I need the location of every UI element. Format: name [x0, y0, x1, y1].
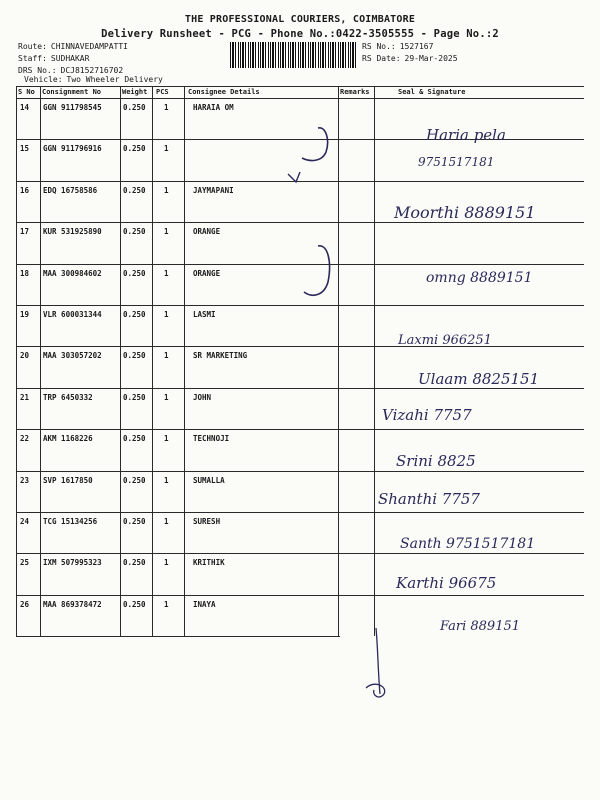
cell-sno: 22: [20, 434, 30, 443]
drs-value: DCJ8152716702: [60, 66, 124, 75]
row-divider: [16, 553, 584, 554]
cell-cno: VLR 600031344: [43, 310, 102, 319]
table-left-border: [16, 86, 17, 636]
cell-sno: 20: [20, 351, 30, 360]
column-divider: [120, 86, 121, 636]
cell-sno: 17: [20, 227, 30, 236]
cell-sno: 26: [20, 600, 30, 609]
signature-text: Ulaam 8825151: [418, 370, 540, 388]
cell-pcs: 1: [164, 393, 169, 402]
signature-text: Karthi 96675: [396, 574, 497, 592]
cell-name: TECHNOJI: [193, 434, 230, 443]
col-header-pcs: PCS: [156, 88, 169, 96]
cell-sno: 15: [20, 144, 30, 153]
col-header-consignee: Consignee Details: [188, 88, 260, 96]
cell-weight: 0.250: [123, 310, 146, 319]
row-divider: [16, 595, 584, 596]
signature-text: Shanthi 7757: [378, 490, 480, 508]
signature-text: Vizahi 7757: [382, 406, 472, 424]
route-label: Route:: [18, 42, 47, 51]
staff-value: SUDHAKAR: [50, 54, 90, 63]
row-divider: [16, 429, 584, 430]
tick-mark: [304, 246, 330, 295]
signature-text: Srini 8825: [396, 452, 476, 470]
cell-cno: AKM 1168226: [43, 434, 93, 443]
cell-cno: MAA 303057202: [43, 351, 102, 360]
row-divider: [16, 305, 584, 306]
cell-name: LASMI: [193, 310, 216, 319]
staff-line: [18, 54, 89, 63]
vehicle-label: Vehicle:: [24, 75, 63, 84]
cell-weight: 0.250: [123, 393, 146, 402]
column-divider: [374, 86, 375, 636]
cell-weight: 0.250: [123, 476, 146, 485]
row-divider: [16, 264, 584, 265]
tick-mark: [302, 128, 328, 161]
rs-no-label: RS No.:: [362, 42, 396, 51]
cell-cno: TCG 15134256: [43, 517, 98, 526]
route-line: [18, 42, 128, 51]
cell-weight: 0.250: [123, 517, 146, 526]
cell-weight: 0.250: [123, 269, 146, 278]
cell-cno: GGN 911798545: [43, 103, 102, 112]
cell-name: SURESH: [193, 517, 221, 526]
cell-pcs: 1: [164, 351, 169, 360]
route-value: CHINNAVEDAMPATTI: [50, 42, 128, 51]
cell-sno: 23: [20, 476, 30, 485]
rs-date-label: RS Date:: [362, 54, 401, 63]
cell-weight: 0.250: [123, 103, 146, 112]
cell-cno: MAA 300984602: [43, 269, 102, 278]
col-header-signature: Seal & Signature: [398, 88, 466, 96]
cell-sno: 14: [20, 103, 30, 112]
cell-cno: GGN 911796916: [43, 144, 102, 153]
cell-pcs: 1: [164, 558, 169, 567]
cell-weight: 0.250: [123, 434, 146, 443]
cell-sno: 25: [20, 558, 30, 567]
col-header-sno: S No: [18, 88, 35, 96]
cell-pcs: 1: [164, 310, 169, 319]
cell-pcs: 1: [164, 186, 169, 195]
row-divider: [16, 139, 584, 140]
signature-text: Moorthi 8889151: [394, 203, 536, 222]
cell-pcs: 1: [164, 269, 169, 278]
row-divider: [16, 181, 584, 182]
cell-cno: MAA 869378472: [43, 600, 102, 609]
cell-name: SUMALLA: [193, 476, 225, 485]
signature-text: Fari 889151: [440, 619, 521, 634]
col-header-consignment: Consignment No: [42, 88, 102, 96]
row-divider: [16, 512, 584, 513]
cell-cno: TRP 6450332: [43, 393, 93, 402]
cell-pcs: 1: [164, 476, 169, 485]
cell-sno: 16: [20, 186, 30, 195]
cell-sno: 24: [20, 517, 30, 526]
rs-no-value: 1527167: [399, 42, 434, 51]
cell-sno: 19: [20, 310, 30, 319]
drs-line: [18, 66, 123, 75]
cell-weight: 0.250: [123, 600, 146, 609]
cell-name: INAYA: [193, 600, 216, 609]
barcode: [230, 42, 358, 68]
staff-label: Staff:: [18, 54, 47, 63]
cell-weight: 0.250: [123, 186, 146, 195]
cell-cno: SVP 1617850: [43, 476, 93, 485]
cell-name: ORANGE: [193, 227, 221, 236]
cell-weight: 0.250: [123, 351, 146, 360]
vehicle-value: Two Wheeler Delivery: [66, 75, 163, 84]
row-divider: [16, 346, 584, 347]
company-title: THE PROFESSIONAL COURIERS, COIMBATORE: [184, 14, 416, 25]
cell-name: SR MARKETING: [193, 351, 248, 360]
signature-text: Haria pela: [426, 126, 506, 144]
rs-date-value: 29-Mar-2025: [404, 54, 458, 63]
column-divider: [152, 86, 153, 636]
cell-name: JOHN: [193, 393, 212, 402]
cell-cno: KUR 531925890: [43, 227, 102, 236]
signature-text: omng 8889151: [426, 270, 533, 286]
col-header-remarks: Remarks: [340, 88, 370, 96]
cell-weight: 0.250: [123, 227, 146, 236]
cell-cno: EDQ 16758586: [43, 186, 98, 195]
row-divider: [16, 388, 584, 389]
cell-name: KRITHIK: [193, 558, 225, 567]
cell-sno: 21: [20, 393, 30, 402]
cell-cno: IXM 507995323: [43, 558, 102, 567]
row-divider: [16, 471, 584, 472]
vehicle-line: [24, 75, 163, 84]
column-divider: [184, 86, 185, 636]
cell-name: JAYMAPANI: [193, 186, 234, 195]
cell-pcs: 1: [164, 600, 169, 609]
cell-weight: 0.250: [123, 144, 146, 153]
rs-no-line: [362, 42, 433, 51]
column-divider: [40, 86, 41, 636]
cell-pcs: 1: [164, 227, 169, 236]
cell-name: HARAIA OM: [193, 103, 234, 112]
table-top-border: [16, 86, 584, 87]
cell-pcs: 1: [164, 103, 169, 112]
drs-label: DRS No.:: [18, 66, 57, 75]
row-divider: [16, 636, 340, 637]
cell-pcs: 1: [164, 517, 169, 526]
pen-stroke: [366, 628, 385, 697]
runsheet-title: Delivery Runsheet - PCG - Phone No.:0422-3505555 - Page No.:2: [101, 28, 499, 40]
cell-pcs: 1: [164, 434, 169, 443]
signature-text: Santh 9751517181: [400, 536, 536, 552]
header-bottom-border: [16, 98, 584, 99]
col-header-weight: Weight: [122, 88, 148, 96]
signature-text: Laxmi 966251: [398, 333, 492, 348]
cell-pcs: 1: [164, 144, 169, 153]
cell-weight: 0.250: [123, 558, 146, 567]
cell-sno: 18: [20, 269, 30, 278]
cell-name: ORANGE: [193, 269, 221, 278]
row-divider: [16, 222, 584, 223]
rs-date-line: [362, 54, 458, 63]
column-divider: [338, 86, 339, 636]
signature-text: 9751517181: [418, 155, 495, 169]
